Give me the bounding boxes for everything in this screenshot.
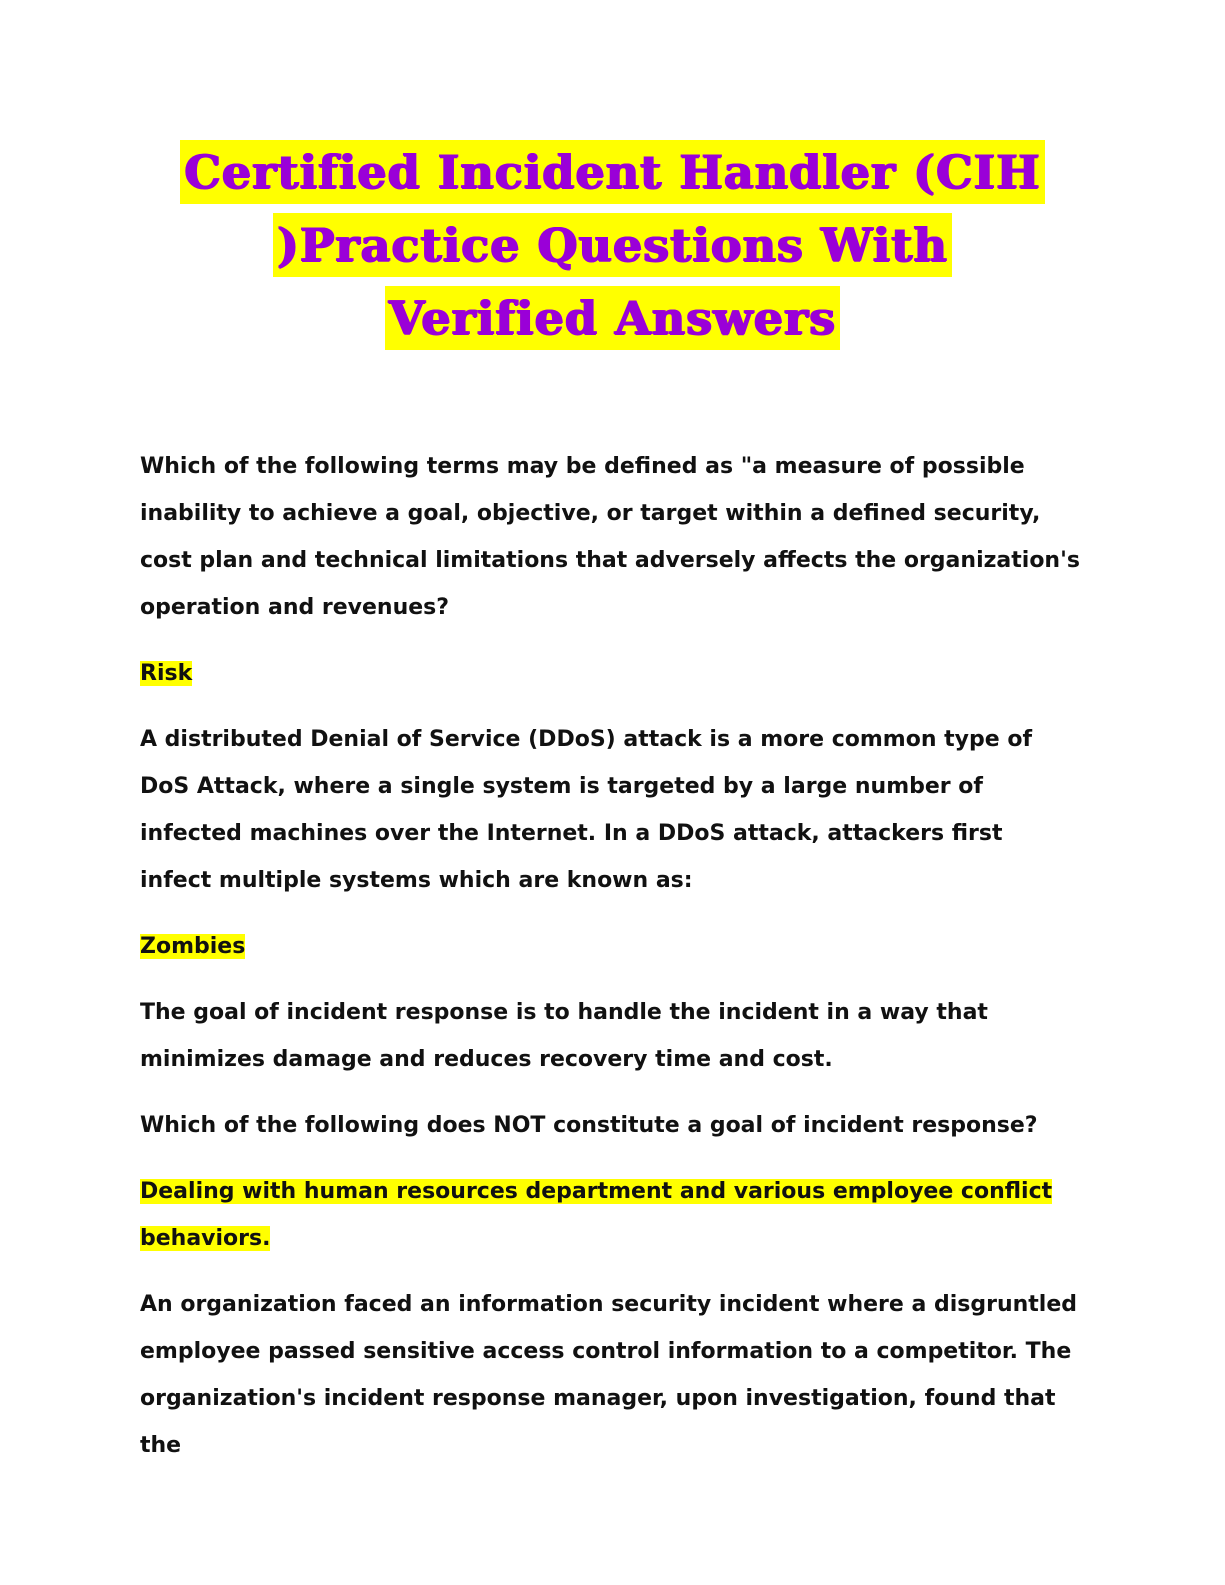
question-3 (140, 1102, 1080, 1149)
question-4-text: An organization faced an information security incident where a disgruntled employee passed sensitive access control information to a competitor. The organization's incident response manager, upon investigation, found that the (140, 1292, 1077, 1458)
question-2-text: A distributed Denial of Service (DDoS) attack is a more common type of DoS Attack, where a single system is targeted by a large number of infected machines over the Internet. In a DDoS attack, attackers first infect multiple systems which are known as: (140, 727, 1033, 893)
question-3-statement (140, 989, 1080, 1083)
answer-1 (140, 650, 1080, 697)
title-line-1: Certified Incident Handler (CIH (180, 140, 1044, 204)
answer-3-text: Dealing with human resources department and various employee conflict behaviors. (140, 1179, 1053, 1251)
answer-1-text: Risk (140, 661, 193, 686)
title-line-3: Verified Answers (385, 286, 840, 350)
question-4 (140, 1281, 1080, 1469)
answer-2 (140, 923, 1080, 970)
document-title (140, 140, 1085, 359)
question-3-text: Which of the following does NOT constitute a goal of incident response? (140, 1113, 1038, 1138)
answer-2-text: Zombies (140, 934, 246, 959)
title-line-2: )Practice Questions With (273, 213, 952, 277)
question-1 (140, 443, 1080, 631)
question-1-text: Which of the following terms may be defined as "a measure of possible inability to achieve a goal, objective, or target within a defined security, cost plan and technical limitations that adversely affects the organization's operation and revenues? (140, 454, 1080, 620)
question-3-statement-text: The goal of incident response is to handle the incident in a way that minimizes damage and reduces recovery time and cost. (140, 1000, 988, 1072)
document-body (140, 443, 1080, 1488)
answer-3 (140, 1168, 1080, 1262)
question-2 (140, 716, 1080, 904)
